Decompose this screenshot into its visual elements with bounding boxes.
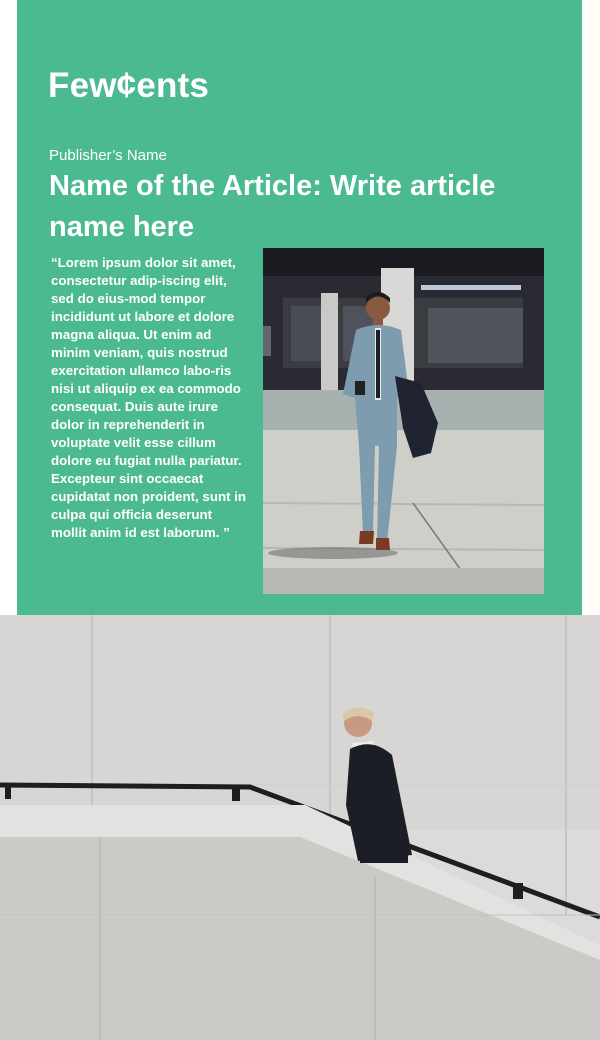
article-title: Name of the Article: Write article name here: [49, 170, 496, 243]
man-on-stairs-photo: [0, 615, 600, 1040]
right-edge-strip: [588, 0, 600, 615]
article-card: [17, 0, 582, 615]
man-walking-photo: [263, 248, 544, 594]
article-quote: “Lorem ipsum dolor sit amet, consectetur adip-iscing elit, sed do eius-mod tempor incididunt ut labore et dolore magna aliqua. Ut enim ad minim veniam, quis nostrud exercitation ullamco labo-ris nisi ut aliquip ex ea commodo consequat. Duis aute irure dolor in reprehenderit in voluptate velit esse cillum dolore eu fugiat nulla pariatur. Excepteur sint occaecat cupidatat non proident, sunt in culpa qui officia deserunt mollit anim id est laborum. ”: [51, 255, 247, 540]
brand-logo: Few¢ents: [48, 66, 210, 105]
publisher-name: Publisher’s Name: [49, 147, 167, 164]
